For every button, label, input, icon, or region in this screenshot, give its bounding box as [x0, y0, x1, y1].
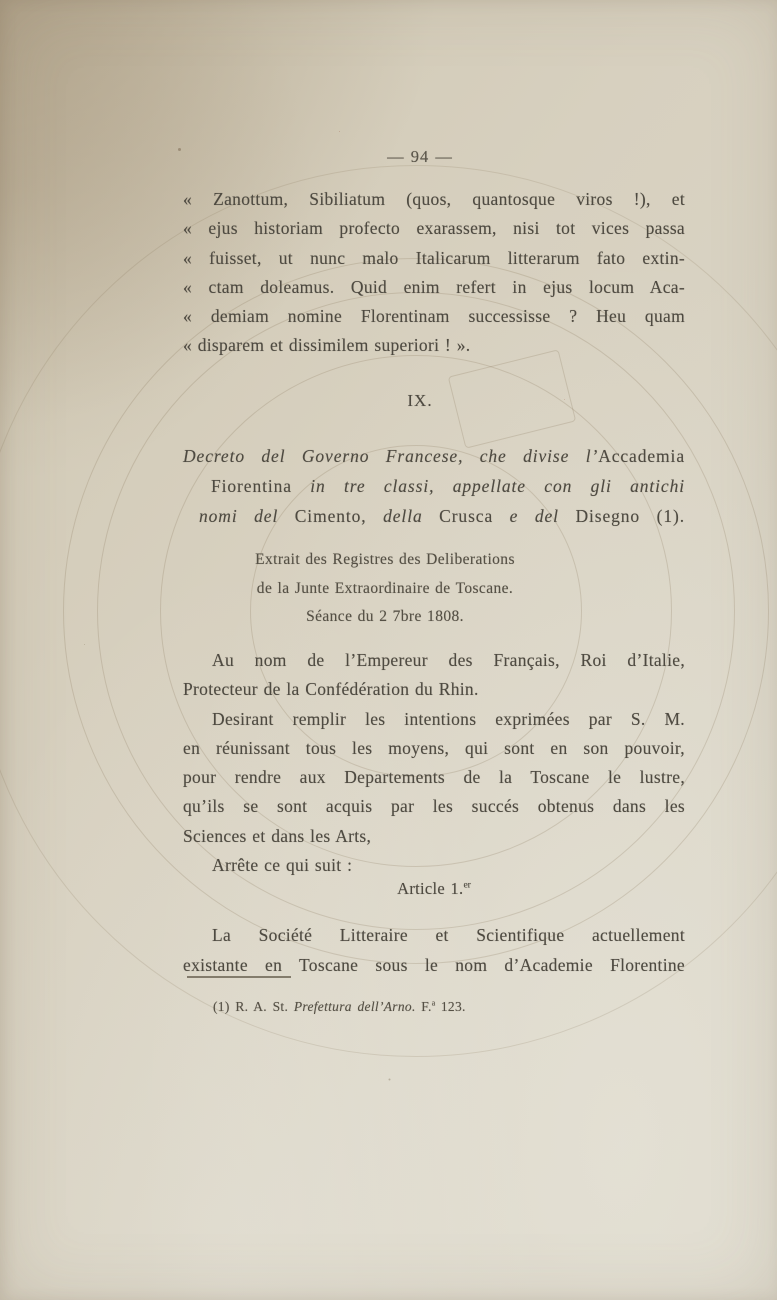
extract-line: Séance du 2 7bre 1808.	[306, 608, 464, 625]
latin-quote-block	[183, 185, 685, 361]
quote-line: « Zanottum, Sibiliatum (quos, quantosque viros !), et	[183, 189, 685, 209]
closing-line: La Société Litteraire et Scientifique actuellement	[212, 925, 685, 945]
extract-heading-block	[135, 546, 635, 632]
footnote-line: (1) R. A. St. Prefettura dell’Arno. F.$^a$ 123.	[213, 998, 466, 1014]
quote-line: « disparem et dissimilem superiori ! ».	[183, 335, 471, 356]
decree-title-block	[183, 441, 685, 531]
quote-line: « fuisset, ut nunc malo Italicarum litterarum fato extin-	[183, 247, 685, 268]
article-heading: Article 1.$^{er}$	[397, 879, 471, 898]
quote-line: « demiam nomine Florentinam successisse ? Heu quam	[183, 306, 685, 327]
body-line: Sciences et dans les Arts,	[183, 825, 372, 846]
quote-line: « ctam doleamus. Quid enim refert in ejus locum Aca-	[183, 276, 685, 297]
body-line: Au nom de l’Empereur des Français, Roi d’Italie,	[212, 650, 685, 670]
decree-title-line: Fiorentina in tre classi, appellate con gli antichi	[211, 476, 685, 496]
body-line: qu’ils se sont acquis par les succés obtenus dans les	[183, 796, 685, 817]
body-line: en réunissant tous les moyens, qui sont en son pouvoir,	[183, 737, 685, 758]
extract-line: de la Junte Extraordinaire de Toscane.	[256, 579, 514, 597]
decree-title-line: Decreto del Governo Francese, che divise l’Accademia	[183, 446, 685, 466]
body-line: Arrête ce qui suit :	[212, 855, 353, 876]
closing-paragraph	[183, 920, 685, 980]
decree-title-line: nomi del Cimento, della Crusca e del Disegno (1).	[199, 506, 685, 526]
body-line: Desirant remplir les intentions exprimées par S. M.	[212, 708, 685, 729]
footnote	[183, 999, 685, 1015]
section-numeral: IX.	[407, 391, 433, 410]
decree-body-block	[183, 646, 685, 880]
body-line: pour rendre aux Departements de la Toscane le lustre,	[183, 767, 685, 788]
footnote-separator	[187, 976, 291, 978]
quote-line: « ejus historiam profecto exarassem, nisi tot vices passa	[183, 218, 685, 239]
extract-line: Extrait des Registres des Deliberations	[255, 551, 515, 568]
body-line: Protecteur de la Confédération du Rhin.	[183, 679, 479, 700]
page-number: — 94 —	[387, 147, 453, 166]
closing-line: existante en Toscane sous le nom d’Academie Florentine	[183, 955, 685, 975]
